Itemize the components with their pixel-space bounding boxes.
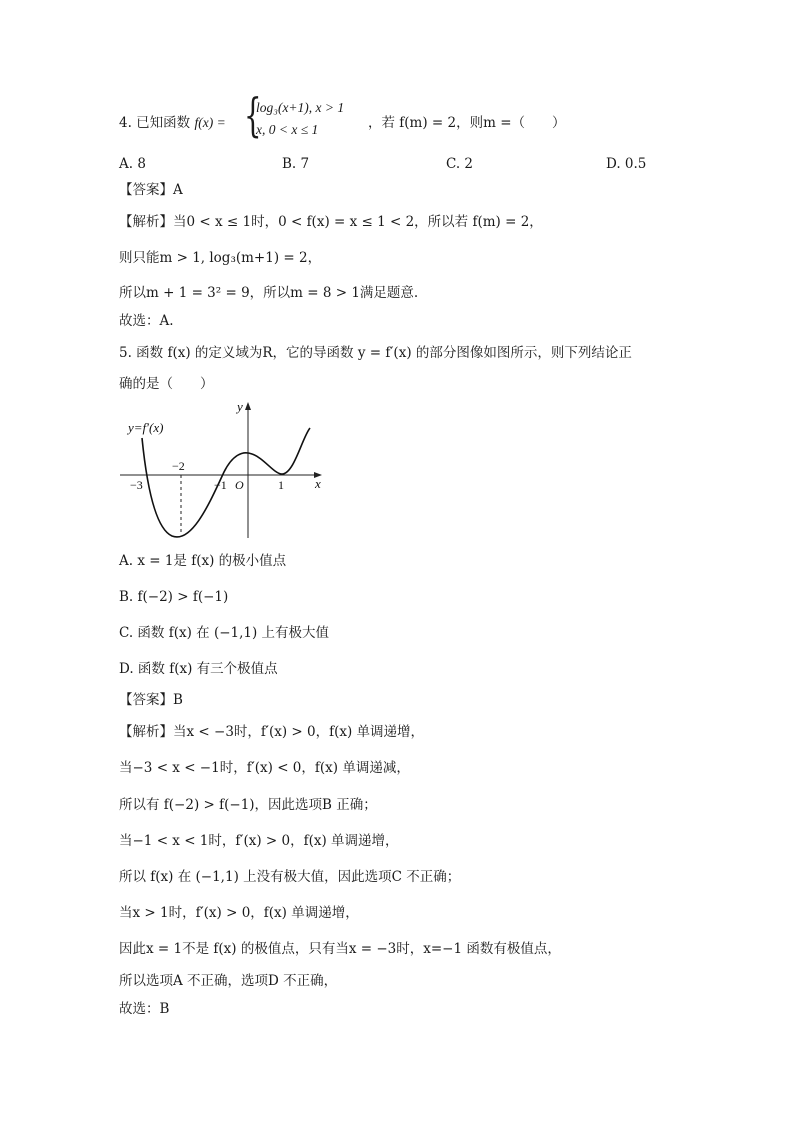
- q5-analysis-line-7: 因此x = 1不是 f(x) 的极值点，只有当x = −3时，x=−1 函数有极值点，: [119, 941, 561, 957]
- q5-option-c: C. 函数 f(x) 在 (−1,1) 上有极大值: [119, 625, 330, 641]
- y-axis-label: y: [237, 399, 243, 414]
- q5-analysis-line-3: 所以有 f(−2) > f(−1)，因此选项B 正确；: [119, 797, 377, 813]
- q5-option-d: D. 函数 f(x) 有三个极值点: [119, 661, 278, 677]
- q4-fx: f(x) =: [194, 115, 226, 130]
- q5-answer: 【答案】B: [119, 692, 183, 708]
- origin-label: O: [235, 478, 244, 492]
- q4-analysis-line-1: 【解析】当0 < x ≤ 1时，0 < f(x) = x ≤ 1 < 2，所以若 f(m) = 2，: [119, 214, 543, 230]
- curve-label: y=f′(x): [128, 420, 164, 435]
- q5-analysis-line-2: 当−3 < x < −1时，f′(x) < 0，f(x) 单调递减，: [119, 760, 410, 776]
- q4-option-d: D. 0.5: [606, 156, 647, 172]
- q5-option-b: B. f(−2) > f(−1): [119, 589, 229, 605]
- q4-stem-suffix: ，若 f(m) = 2，则m =（ ）: [368, 115, 566, 131]
- q4-stem: [119, 114, 226, 132]
- q5-stem-line-2: 确的是（ ）: [119, 376, 214, 392]
- q5-analysis-line-5: 所以 f(x) 在 (−1,1) 上没有极大值，因此选项C 不正确；: [119, 869, 461, 885]
- q5-analysis-line-6: 当x > 1时，f′(x) > 0，f(x) 单调递增，: [119, 905, 359, 921]
- q5-analysis-line-4: 当−1 < x < 1时，f′(x) > 0，f(x) 单调递增，: [119, 833, 399, 849]
- q4-brace: {: [244, 88, 262, 142]
- q5-conclusion: 故选：B: [119, 1001, 170, 1017]
- q4-option-b: B. 7: [282, 156, 310, 172]
- q5-analysis-line-8: 所以选项A 不正确，选项D 不正确，: [119, 973, 338, 989]
- q4-stem-prefix: 4. 已知函数: [119, 115, 191, 131]
- q4-case1: log₃(x+1), x > 1: [256, 100, 345, 115]
- q4-case2: x, 0 < x ≤ 1: [256, 122, 319, 137]
- x-axis-label: x: [315, 476, 321, 491]
- q4-answer: 【答案】A: [119, 182, 183, 198]
- tick-label-1: 1: [278, 478, 284, 492]
- tick-label-minus-3: −3: [130, 478, 143, 492]
- derivative-graph: [118, 398, 330, 542]
- q5-analysis-line-1: 【解析】当x < −3时，f′(x) > 0，f(x) 单调递增，: [119, 724, 425, 740]
- q4-option-a: A. 8: [119, 156, 146, 172]
- q4-piecewise: [244, 88, 374, 144]
- q4-analysis-line-2: 则只能m > 1, log₃(m+1) = 2，: [119, 250, 322, 266]
- q5-stem-line-1: 5. 函数 f(x) 的定义域为R，它的导函数 y = f′(x) 的部分图像如图所示，则下列结论正: [119, 345, 632, 361]
- tick-label-minus-2: −2: [172, 459, 185, 473]
- q4-conclusion: 故选：A.: [119, 313, 174, 329]
- q4-analysis-line-3: 所以m + 1 = 3² = 9，所以m = 8 > 1满足题意.: [119, 285, 419, 301]
- y-axis-arrow-icon: [245, 402, 251, 410]
- q5-option-a: A. x = 1是 f(x) 的极小值点: [119, 553, 287, 569]
- tick-label-minus-1: −1: [214, 478, 227, 492]
- q4-option-c: C. 2: [446, 156, 474, 172]
